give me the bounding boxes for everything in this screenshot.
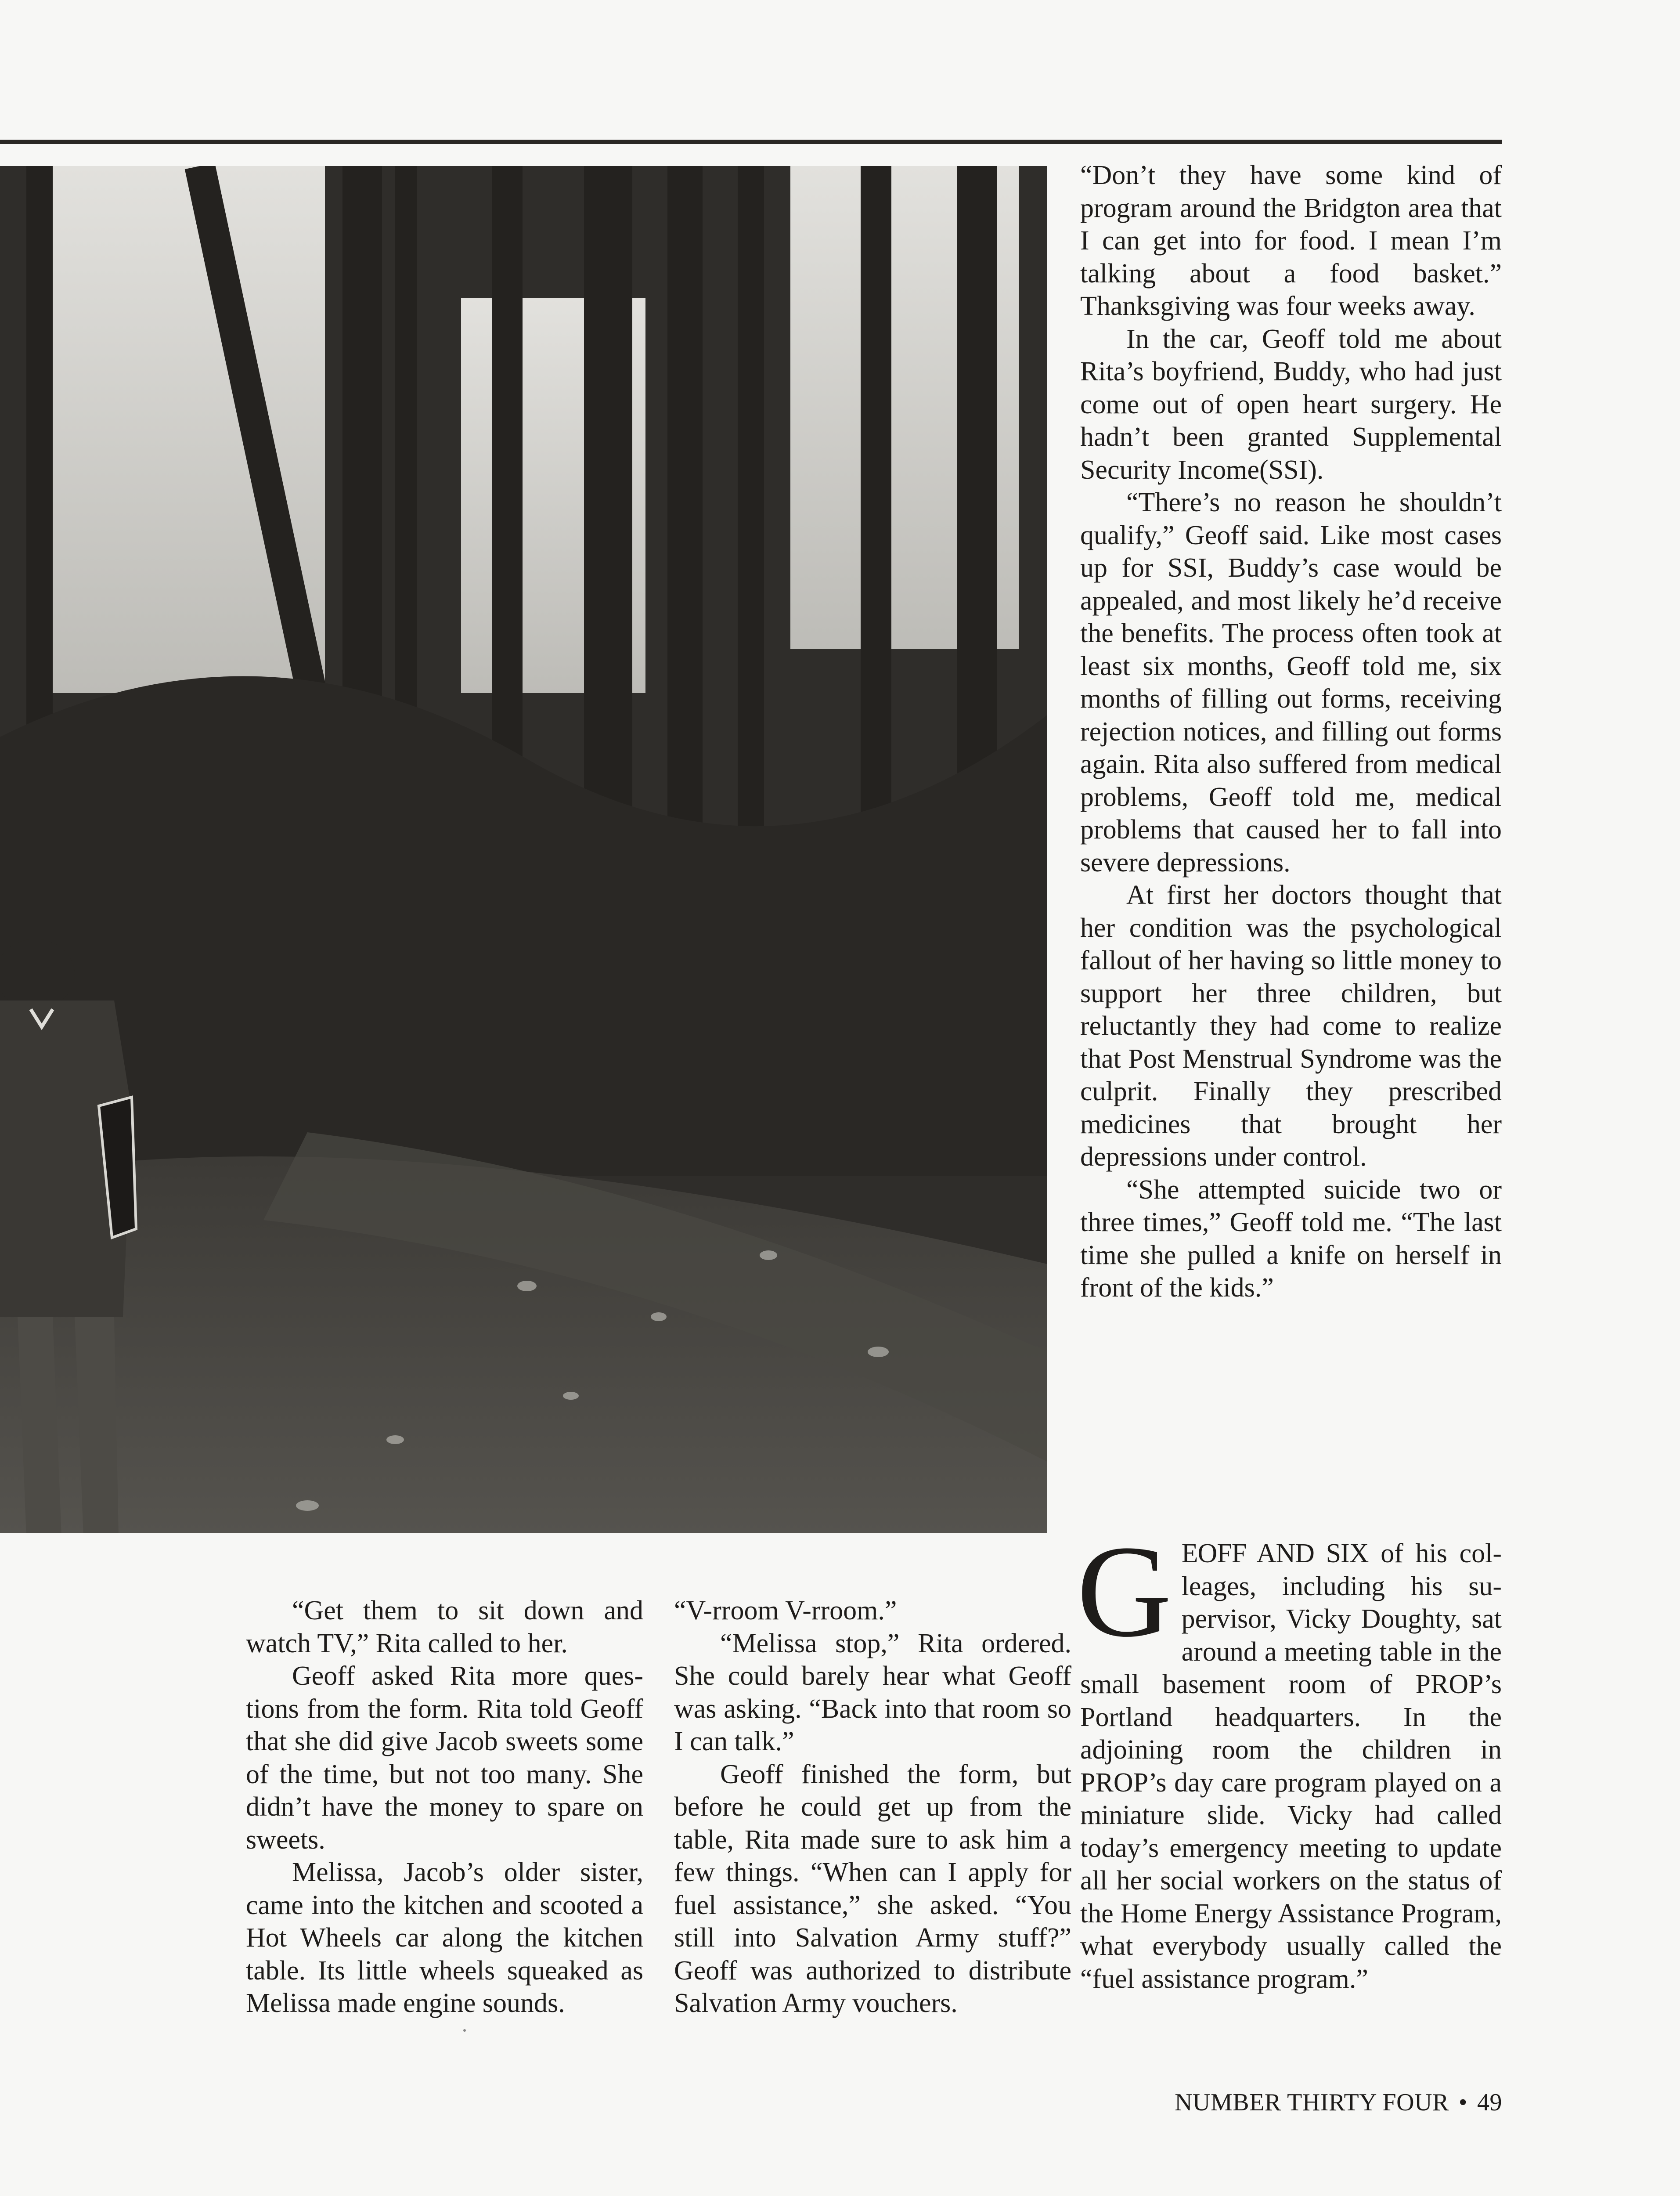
drop-cap: G xyxy=(1077,1518,1172,1664)
bottom-left-text-column xyxy=(246,1594,643,2020)
paragraph: Geoff finished the form, but before he could get up from the table, Rita made sure to ask him a few things. “When can I apply for fuel assistance,” she asked. “You still into Salvation Army stuff?” Geoff was authorized to distribute Salvation Army vouchers. xyxy=(674,1759,1071,2018)
paragraph: “Melissa stop,” Rita ordered. She could barely hear what Geoff was asking. “Back into that room so I can talk.” xyxy=(674,1628,1071,1756)
paragraph-text: of his colleages, including his supervisor, Vicky Doughty, sat around a meeting table in the small basement room of PROP’s Portland headquarters. In the adjoining room the children in PROP’s day care program played on a miniature slide. Vicky had called today’s emergency meeting to update all her social workers on the status of the Home Energy Assistance Program, what everybody usually called the “fuel assistance program.” xyxy=(1080,1539,1502,1994)
bottom-right-text-column xyxy=(1077,1518,1502,1995)
page-footer xyxy=(1175,2088,1502,2117)
paragraph: At first her doctors thought that her condition was the psychological fallout of her having so little money to support her three children, but reluctantly they had come to realize that Post Menstrual Syndrome was the culprit. Finally they prescribed medicines that brought her depressions under control. xyxy=(1080,880,1502,1172)
header-rule xyxy=(0,140,1502,144)
paragraph: Melissa, Jacob’s older sister, came into the kitchen and scooted a Hot Wheels car along the kitchen table. Its little wheels squeaked as Melissa made engine sounds. xyxy=(246,1857,643,2018)
paragraph: In the car, Geoff told me about Rita’s boyfriend, Buddy, who had just come out of open heart surgery. He hadn’t been granted Supplemental Security Income(SSI). xyxy=(1080,324,1502,485)
bottom-middle-text-column xyxy=(674,1594,1071,2020)
paragraph: Geoff asked Rita more questions from the form. Rita told Geoff that she did give Jacob sweets some of the time, but not too many. She didn’t have the money to spare on sweets. xyxy=(246,1661,643,1855)
photo-illustration xyxy=(0,166,1047,1533)
forest-path-photo xyxy=(0,166,1047,1533)
bullet-separator-icon: • xyxy=(1458,2089,1467,2116)
issue-label: NUMBER THIRTY FOUR xyxy=(1175,2089,1449,2116)
page-number: 49 xyxy=(1477,2089,1502,2116)
paragraph: “V-rroom V-rroom.” xyxy=(674,1596,897,1625)
paragraph: “There’s no reason he shouldn’t qualify,” Geoff said. Like most cases up for SSI, Buddy’s case would be appealed, and most likely he’d receive the benefits. The process often took at least six months, Geoff told me, six months of filling out forms, receiving rejection notices, and filling out forms again. Rita also suffered from medical problems, Geoff told me, medical problems that caused her to fall into severe depressions. xyxy=(1080,488,1502,878)
lead-in-caps: EOFF AND SIX xyxy=(1181,1539,1369,1568)
section-opening-paragraph xyxy=(1077,1518,1502,1995)
right-text-column xyxy=(1080,159,1502,1304)
paragraph: “Get them to sit down and watch TV,” Rita called to her. xyxy=(246,1596,643,1658)
scan-speck xyxy=(463,2029,466,2032)
paragraph: “She attempted suicide two or three times,” Geoff told me. “The last time she pulled a knife on herself in front of the kids.” xyxy=(1080,1174,1502,1303)
paragraph: “Don’t they have some kind of program around the Bridgton area that I can get into for food. I mean I’m talking about a food basket.” Thanksgiving was four weeks away. xyxy=(1080,160,1502,321)
